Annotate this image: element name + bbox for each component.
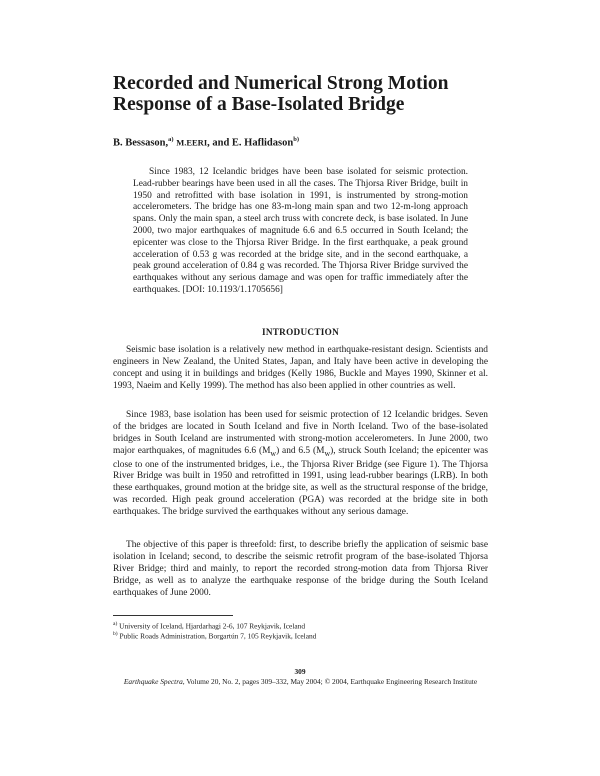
- author-2-footnote-mark: b): [293, 136, 299, 143]
- footnote-divider: [113, 615, 233, 616]
- author-1-footnote-mark: a): [168, 136, 174, 143]
- paragraph-2-part-b: ) and 6.5 (M: [276, 445, 325, 456]
- author-1-name: B. Bessason,: [113, 137, 169, 149]
- magnitude-subscript-2: w: [324, 448, 331, 458]
- page-number: 309: [294, 667, 306, 676]
- paragraph-2-part-c: ), struck South Iceland; the epicenter was close to one of the instrumented bridges, i.e., the Thjorsa River Bridge (see Figure 1). The Thjorsa River Bridge was built in 1950 and retrofitted in 1991, using lead-rubber bearings (LRB). In both these earthquakes, ground motion at the bridge site, as well as the structural response of the bridge, was recorded. High peak ground acceleration (PGA) was recorded at the bridge site in both earthquakes. The bridge survived the earthquakes without any serious damage.: [113, 445, 488, 518]
- footnote-1: [113, 620, 305, 630]
- footnote-1-label: a): [113, 621, 118, 627]
- paragraph-2: [113, 410, 488, 519]
- citation-details: , Volume 20, No. 2, pages 309–332, May 2004; © 2004, Earthquake Engineering Research Institute: [182, 677, 478, 686]
- paper-title: Recorded and Numerical Strong Motion Response of a Base-Isolated Bridge: [113, 73, 449, 115]
- author-1-affiliation: M.EERI: [176, 137, 208, 148]
- paragraph-3: The objective of this paper is threefold: first, to describe briefly the application of seismic base isolation in Iceland; second, to describe the seismic retrofit program of the base-isolated Thjorsa River Bridge; third and mainly, to report the recorded strong-motion data from Thjorsa River Bridge, as well as to analyze the earthquake response of the bridge during the South Iceland earthquakes of June 2000.: [113, 540, 488, 598]
- paragraph-1: Seismic base isolation is a relatively new method in earthquake-resistant design. Scientists and engineers in New Zealand, the United States, Japan, and Italy have been active in developing the concept and using it in buildings and bridges (Kelly 1986, Buckle and Mayes 1990, Skinner et al. 1993, Naeim and Kelly 1999). The method has also been applied in other countries as well.: [113, 345, 488, 391]
- journal-citation: [113, 677, 488, 686]
- footnote-2: [113, 630, 316, 640]
- footnote-1-text: University of Iceland, Hjardarhagi 2-6, 107 Reykjavik, Iceland: [117, 621, 306, 631]
- footnote-2-text: Public Roads Administration, Borgartún 7, 105 Reykjavik, Iceland: [117, 631, 317, 641]
- author-2-name: , and E. Haflidason: [207, 137, 294, 149]
- journal-name: Earthquake Spectra: [123, 677, 183, 686]
- section-heading-introduction: INTRODUCTION: [261, 327, 340, 337]
- abstract: Since 1983, 12 Icelandic bridges have been base isolated for seismic protection. Lead-rubber bearings have been used in all the cases. The Thjorsa River Bridge, built in 1950 and retrofitted with base isolation in 1991, is instrumented by strong-motion accelerometers. The bridge has one 83-m-long main span and two 12-m-long approach spans. Only the main span, a steel arch truss with concrete deck, is base isolated. In June 2000, two major earthquakes of magnitude 6.6 and 6.5 occurred in South Iceland; the epicenter was close to the Thjorsa River Bridge. In the first earthquake, a peak ground acceleration of 0.53 g was recorded at the bridge site, and in the second earthquake, a peak ground acceleration of 0.84 g was recorded. The Thjorsa River Bridge survived the earthquakes without any serious damage and was open for traffic immediately after the earthquakes. [DOI: 10.1193/1.1705656]: [133, 167, 468, 295]
- footnote-2-label: b): [113, 631, 118, 637]
- paragraph-2-part-a: Since 1983, base isolation has been used for seismic protection of 12 Icelandic bridges. Seven of the bridges are located in South Iceland and five in North Iceland. Two of the base-isolated bridges in South Iceland are instrumented with strong-motion accelerometers. In June 2000, two major earthquakes, of magnitudes 6.6 (M: [113, 410, 488, 456]
- magnitude-subscript-1: w: [270, 448, 277, 458]
- author-line: [113, 136, 299, 149]
